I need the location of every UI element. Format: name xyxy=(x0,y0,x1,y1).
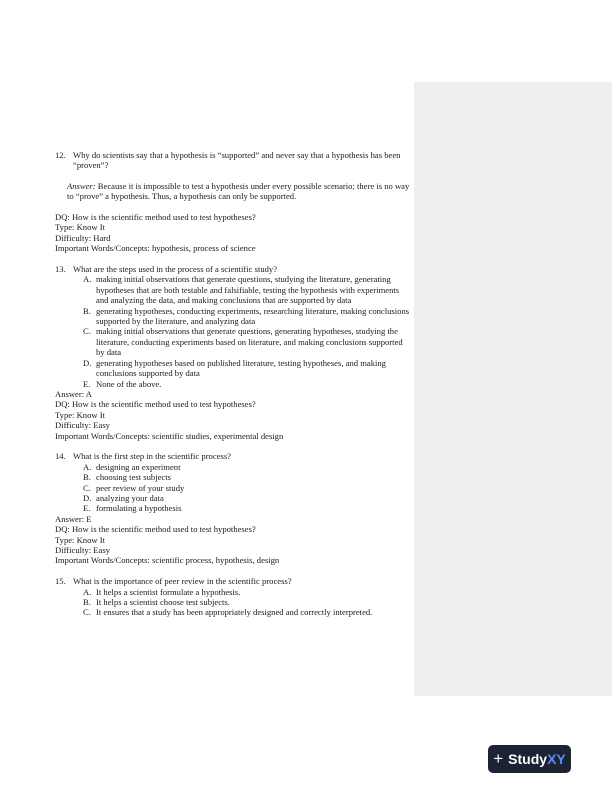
choice-letter: B. xyxy=(83,472,91,483)
choice-letter: A. xyxy=(83,586,92,597)
choice-text: analyzing your data xyxy=(96,492,164,503)
question-13 xyxy=(55,264,411,274)
choice-text: generating hypotheses, conducting experiments, researching literature, making conclusions supported by the literature, and analyzing data xyxy=(96,305,410,327)
choice-letter: E. xyxy=(83,378,91,389)
meta-line: Difficulty: Hard xyxy=(55,232,111,243)
question-15 xyxy=(55,576,411,586)
choice-item xyxy=(55,587,411,597)
meta-line: Important Words/Concepts: hypothesis, process of science xyxy=(55,243,256,254)
meta-line: DQ: How is the scientific method used to test hypotheses? xyxy=(55,399,256,410)
choice-letter: B. xyxy=(83,305,91,316)
choice-item xyxy=(55,358,411,379)
answer-text: Because it is impossible to test a hypothesis under every possible scenario; there is no way to “prove” a hypothesis. Thus, a hypothesis can only be supported. xyxy=(67,180,410,202)
studyxy-logo[interactable] xyxy=(488,745,571,773)
choice-letter: D. xyxy=(83,357,92,368)
choices-13 xyxy=(55,274,411,388)
question-number: 13. xyxy=(55,264,66,275)
question-14 xyxy=(55,451,411,461)
choice-letter: E. xyxy=(83,503,91,514)
meta-line: Important Words/Concepts: scientific studies, experimental design xyxy=(55,430,284,441)
question-number: 14. xyxy=(55,451,66,462)
choice-item xyxy=(55,607,411,617)
meta-14 xyxy=(55,514,411,566)
choice-letter: A. xyxy=(83,461,92,472)
question-12 xyxy=(55,150,411,171)
choice-text: None of the above. xyxy=(96,378,162,389)
choice-letter: C. xyxy=(83,326,91,337)
choice-letter: C. xyxy=(83,607,91,618)
question-text: What is the first step in the scientific process? xyxy=(73,451,231,462)
choice-item xyxy=(55,503,411,513)
meta-line: DQ: How is the scientific method used to test hypotheses? xyxy=(55,212,256,223)
choices-14 xyxy=(55,462,411,514)
choice-text: choosing test subjects xyxy=(96,472,171,483)
choice-item xyxy=(55,462,411,472)
choice-item xyxy=(55,379,411,389)
plus-icon: + xyxy=(493,749,504,768)
meta-13 xyxy=(55,389,411,441)
logo-text-main: Study xyxy=(508,750,548,767)
choice-item xyxy=(55,274,411,305)
document-content xyxy=(55,150,411,618)
meta-line: Important Words/Concepts: scientific process, hypothesis, design xyxy=(55,555,280,566)
choice-text: peer review of your study xyxy=(96,482,185,493)
choice-letter: D. xyxy=(83,492,92,503)
choice-item xyxy=(55,597,411,607)
question-text: What are the steps used in the process of a scientific study? xyxy=(73,264,278,275)
answer-key: Answer: E xyxy=(55,513,92,524)
question-number: 15. xyxy=(55,576,66,587)
choice-text: formulating a hypothesis xyxy=(96,503,182,514)
question-text: What is the importance of peer review in the scientific process? xyxy=(73,576,292,587)
answer-label: Answer: xyxy=(67,180,96,191)
choice-text: It ensures that a study has been appropriately designed and correctly interpreted. xyxy=(96,607,373,618)
meta-line: Difficulty: Easy xyxy=(55,544,110,555)
choice-text: generating hypotheses based on published literature, testing hypotheses, and making conclusions supported by data xyxy=(96,357,386,379)
choice-item xyxy=(55,483,411,493)
meta-line: DQ: How is the scientific method used to test hypotheses? xyxy=(55,524,256,535)
comment-margin-panel xyxy=(414,82,612,696)
meta-line: Type: Know It xyxy=(55,409,105,420)
choice-text: It helps a scientist choose test subjects. xyxy=(96,597,230,607)
choice-text: It helps a scientist formulate a hypothesis. xyxy=(96,586,241,597)
choice-item xyxy=(55,326,411,357)
choice-letter: B. xyxy=(83,597,91,607)
meta-line: Difficulty: Easy xyxy=(55,420,110,431)
question-text: Why do scientists say that a hypothesis is “supported” and never say that a hypothesis has been “proven”? xyxy=(73,150,401,171)
choice-text: designing an experiment xyxy=(96,461,181,472)
choice-letter: A. xyxy=(83,274,92,285)
choice-item xyxy=(55,493,411,503)
question-number: 12. xyxy=(55,150,66,160)
choice-item xyxy=(55,472,411,482)
choices-15 xyxy=(55,587,411,618)
choice-text: making initial observations that generate questions, studying the literature, generating hypotheses that are both testable and falsifiable, testing the hypothesis with experiments and analyzing the data, and making conclusions that are supported by data xyxy=(96,274,400,306)
logo-text-accent: XY xyxy=(547,750,566,767)
choice-letter: C. xyxy=(83,482,91,493)
meta-12 xyxy=(55,212,411,254)
choice-item xyxy=(55,306,411,327)
choice-text: making initial observations that generate questions, generating hypotheses, studying the literature, conducting experiments based on literature, and making conclusions supported by data xyxy=(96,326,403,358)
meta-line: Type: Know It xyxy=(55,222,105,233)
answer-12 xyxy=(55,181,411,202)
meta-line: Type: Know It xyxy=(55,534,105,545)
answer-key: Answer: A xyxy=(55,388,92,399)
